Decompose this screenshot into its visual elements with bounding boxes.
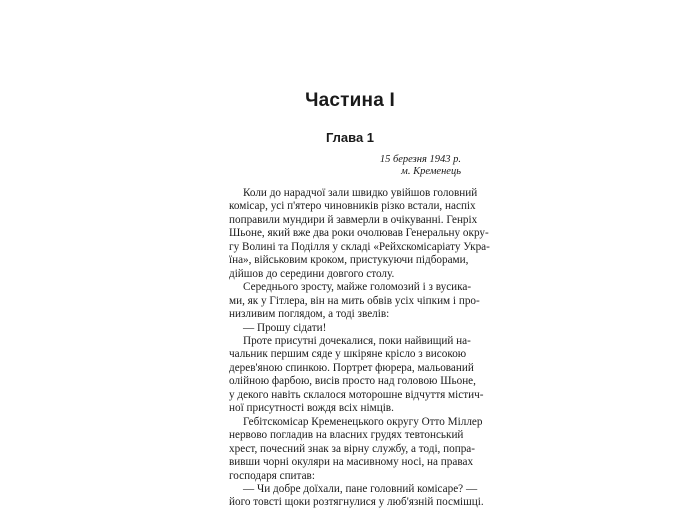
text-line: — Прошу сідати! [243,321,327,334]
part-title: Частина I [305,90,395,111]
text-line: Гебітскомісар Кременецького округу Отто Міллер [243,415,483,428]
text-line: дерев'яною спинкою. Портрет фюрера, мальований [229,361,474,374]
text-line: ми, як у Гітлера, він на мить обвів усіх чіпким і про- [229,294,480,307]
text-line: поправили мундири й завмерли в очікуванні. Генріх [229,213,478,226]
text-line: хрест, почесний знак за вірну службу, а тоді, попра- [229,442,476,455]
text-line: низливим поглядом, а тоді звелів: [229,308,390,321]
text-line: олійною фарбою, висів просто над головою Шьоне, [229,375,476,388]
text-line: нервово погладив на власних грудях тевтонський [229,429,464,442]
text-line: Шьоне, який вже два роки очолював Генеральну окру- [229,227,489,240]
text-line: — Чи добре доїхали, пане головний комісаре? — [243,482,478,495]
text-line: Коли до нарадчої зали швидко увійшов головний [243,187,478,199]
chapter-title: Глава 1 [325,130,375,145]
text-line: Проте присутні дочекалися, поки найвищий на- [243,334,471,347]
text-line: господаря спитав: [229,469,315,482]
text-line: його товсті щоки розтягнулися у люб'язній посмішці. [229,496,484,509]
text-line: ної присутності вождя всіх німців. [229,402,394,415]
dateline-place: м. Кременець [401,166,461,177]
text-line: Середнього зросту, майже голомозий і з вусика- [243,281,472,294]
text-line: вивши чорні окуляри на масивному носі, на правах [229,456,474,469]
text-line: дійшов до середини довгого столу. [229,267,395,280]
text-line: їна», військовим кроком, пристукуючи підборами, [229,254,469,267]
text-line: гу Волині та Поділля у складі «Рейхскомісаріату Укра- [229,240,490,253]
dateline [380,154,461,178]
text-line: комісар, усі п'ятеро чиновників різко встали, наспіх [229,200,476,213]
text-line: у декого навіть склалося моторошне відчуття містич- [229,388,484,401]
dateline-date: 15 березня 1943 р. [379,154,461,165]
body-text [229,187,490,510]
text-line: чальник першим сяде у шкіряне крісло з високою [229,348,467,361]
